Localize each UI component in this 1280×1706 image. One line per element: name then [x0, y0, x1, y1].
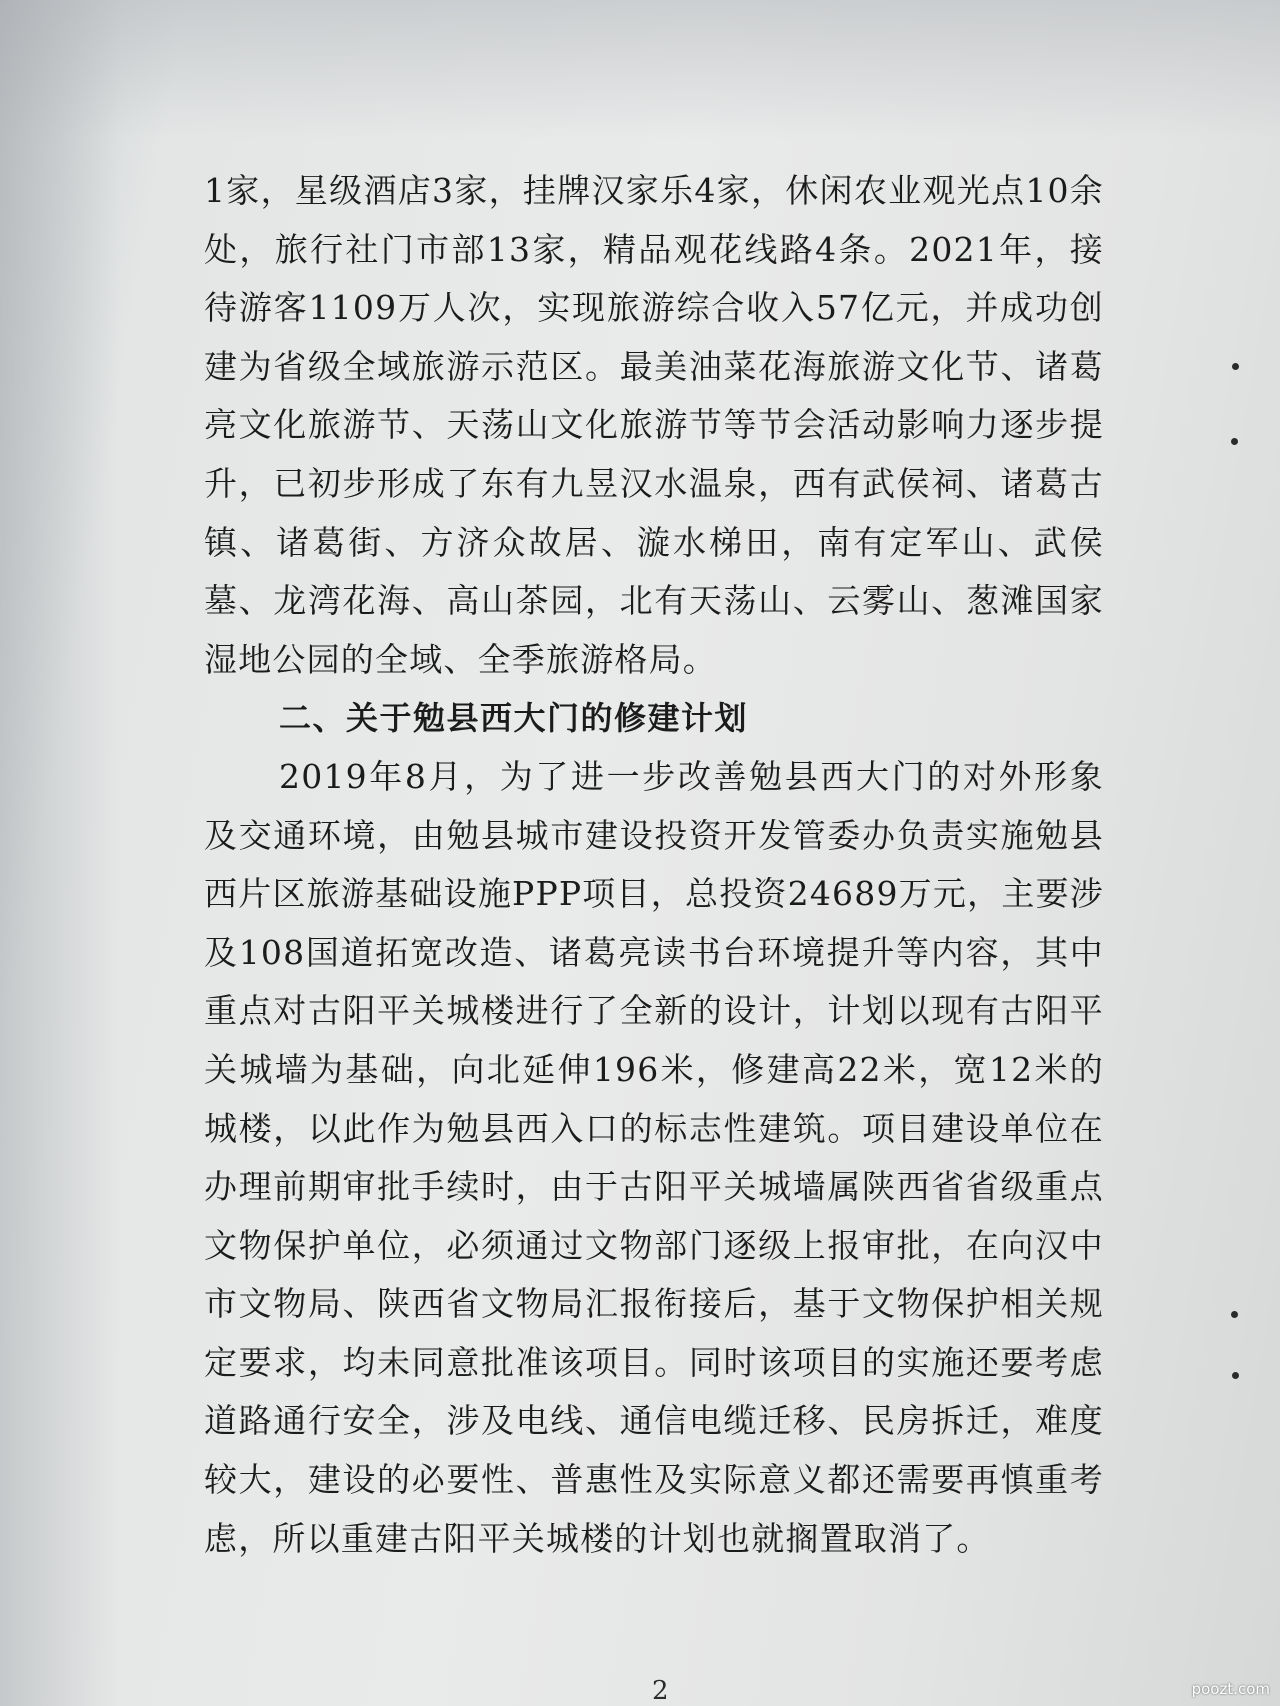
- page-shadow-top: [0, 0, 1280, 140]
- section-heading: 二、关于勉县西大门的修建计划: [279, 699, 749, 738]
- binding-hole-mark: [1231, 1311, 1238, 1318]
- page-shadow-left: [0, 0, 120, 1706]
- paragraph-tourism-overview: 1家，星级酒店3家，挂牌汉家乐4家，休闲农业观光点10余处，旅行社门市部13家，精品观花线路4条。2021年，接待游客1109万人次，实现旅游综合收入57亿元，并成功创建为省级全域旅游示范区。最美油菜花海旅游文化节、诸葛亮文化旅游节、天荡山文化旅游节等节会活动影响力逐步提升，已初步形成了东有九昱汉水温泉，西有武侯祠、诸葛古镇、诸葛街、方济众故居、漩水梯田，南有定军山、武侯墓、龙湾花海、高山茶园，北有天荡山、云雾山、葱滩国家湿地公园的全域、全季旅游格局。: [204, 171, 1104, 679]
- page-number: 2: [652, 1676, 669, 1706]
- paragraph-west-gate-plan: 2019年8月，为了进一步改善勉县西大门的对外形象及交通环境，由勉县城市建设投资开发管委办负责实施勉县西片区旅游基础设施PPP项目，总投资24689万元，主要涉及108国道拓宽改造、诸葛亮读书台环境提升等内容，其中重点对古阳平关城楼进行了全新的设计，计划以现有古阳平关城墙为基础，向北延伸196米，修建高22米，宽12米的城楼，以此作为勉县西入口的标志性建筑。项目建设单位在办理前期审批手续时，由于古阳平关城墙属陕西省省级重点文物保护单位，必须通过文物部门逐级上报审批，在向汉中市文物局、陕西省文物局汇报衔接后，基于文物保护相关规定要求，均未同意批准该项目。同时该项目的实施还要考虑道路通行安全，涉及电线、通信电缆迁移、民房拆迁，难度较大，建设的必要性、普惠性及实际意义都还需要再慎重考虑，所以重建古阳平关城楼的计划也就搁置取消了。: [204, 756, 1104, 1558]
- watermark: poozt.com: [1191, 1680, 1270, 1698]
- document-body: [204, 162, 1104, 1568]
- binding-hole-mark: [1231, 438, 1238, 445]
- binding-hole-mark: [1232, 363, 1239, 370]
- binding-hole-mark: [1232, 1372, 1239, 1379]
